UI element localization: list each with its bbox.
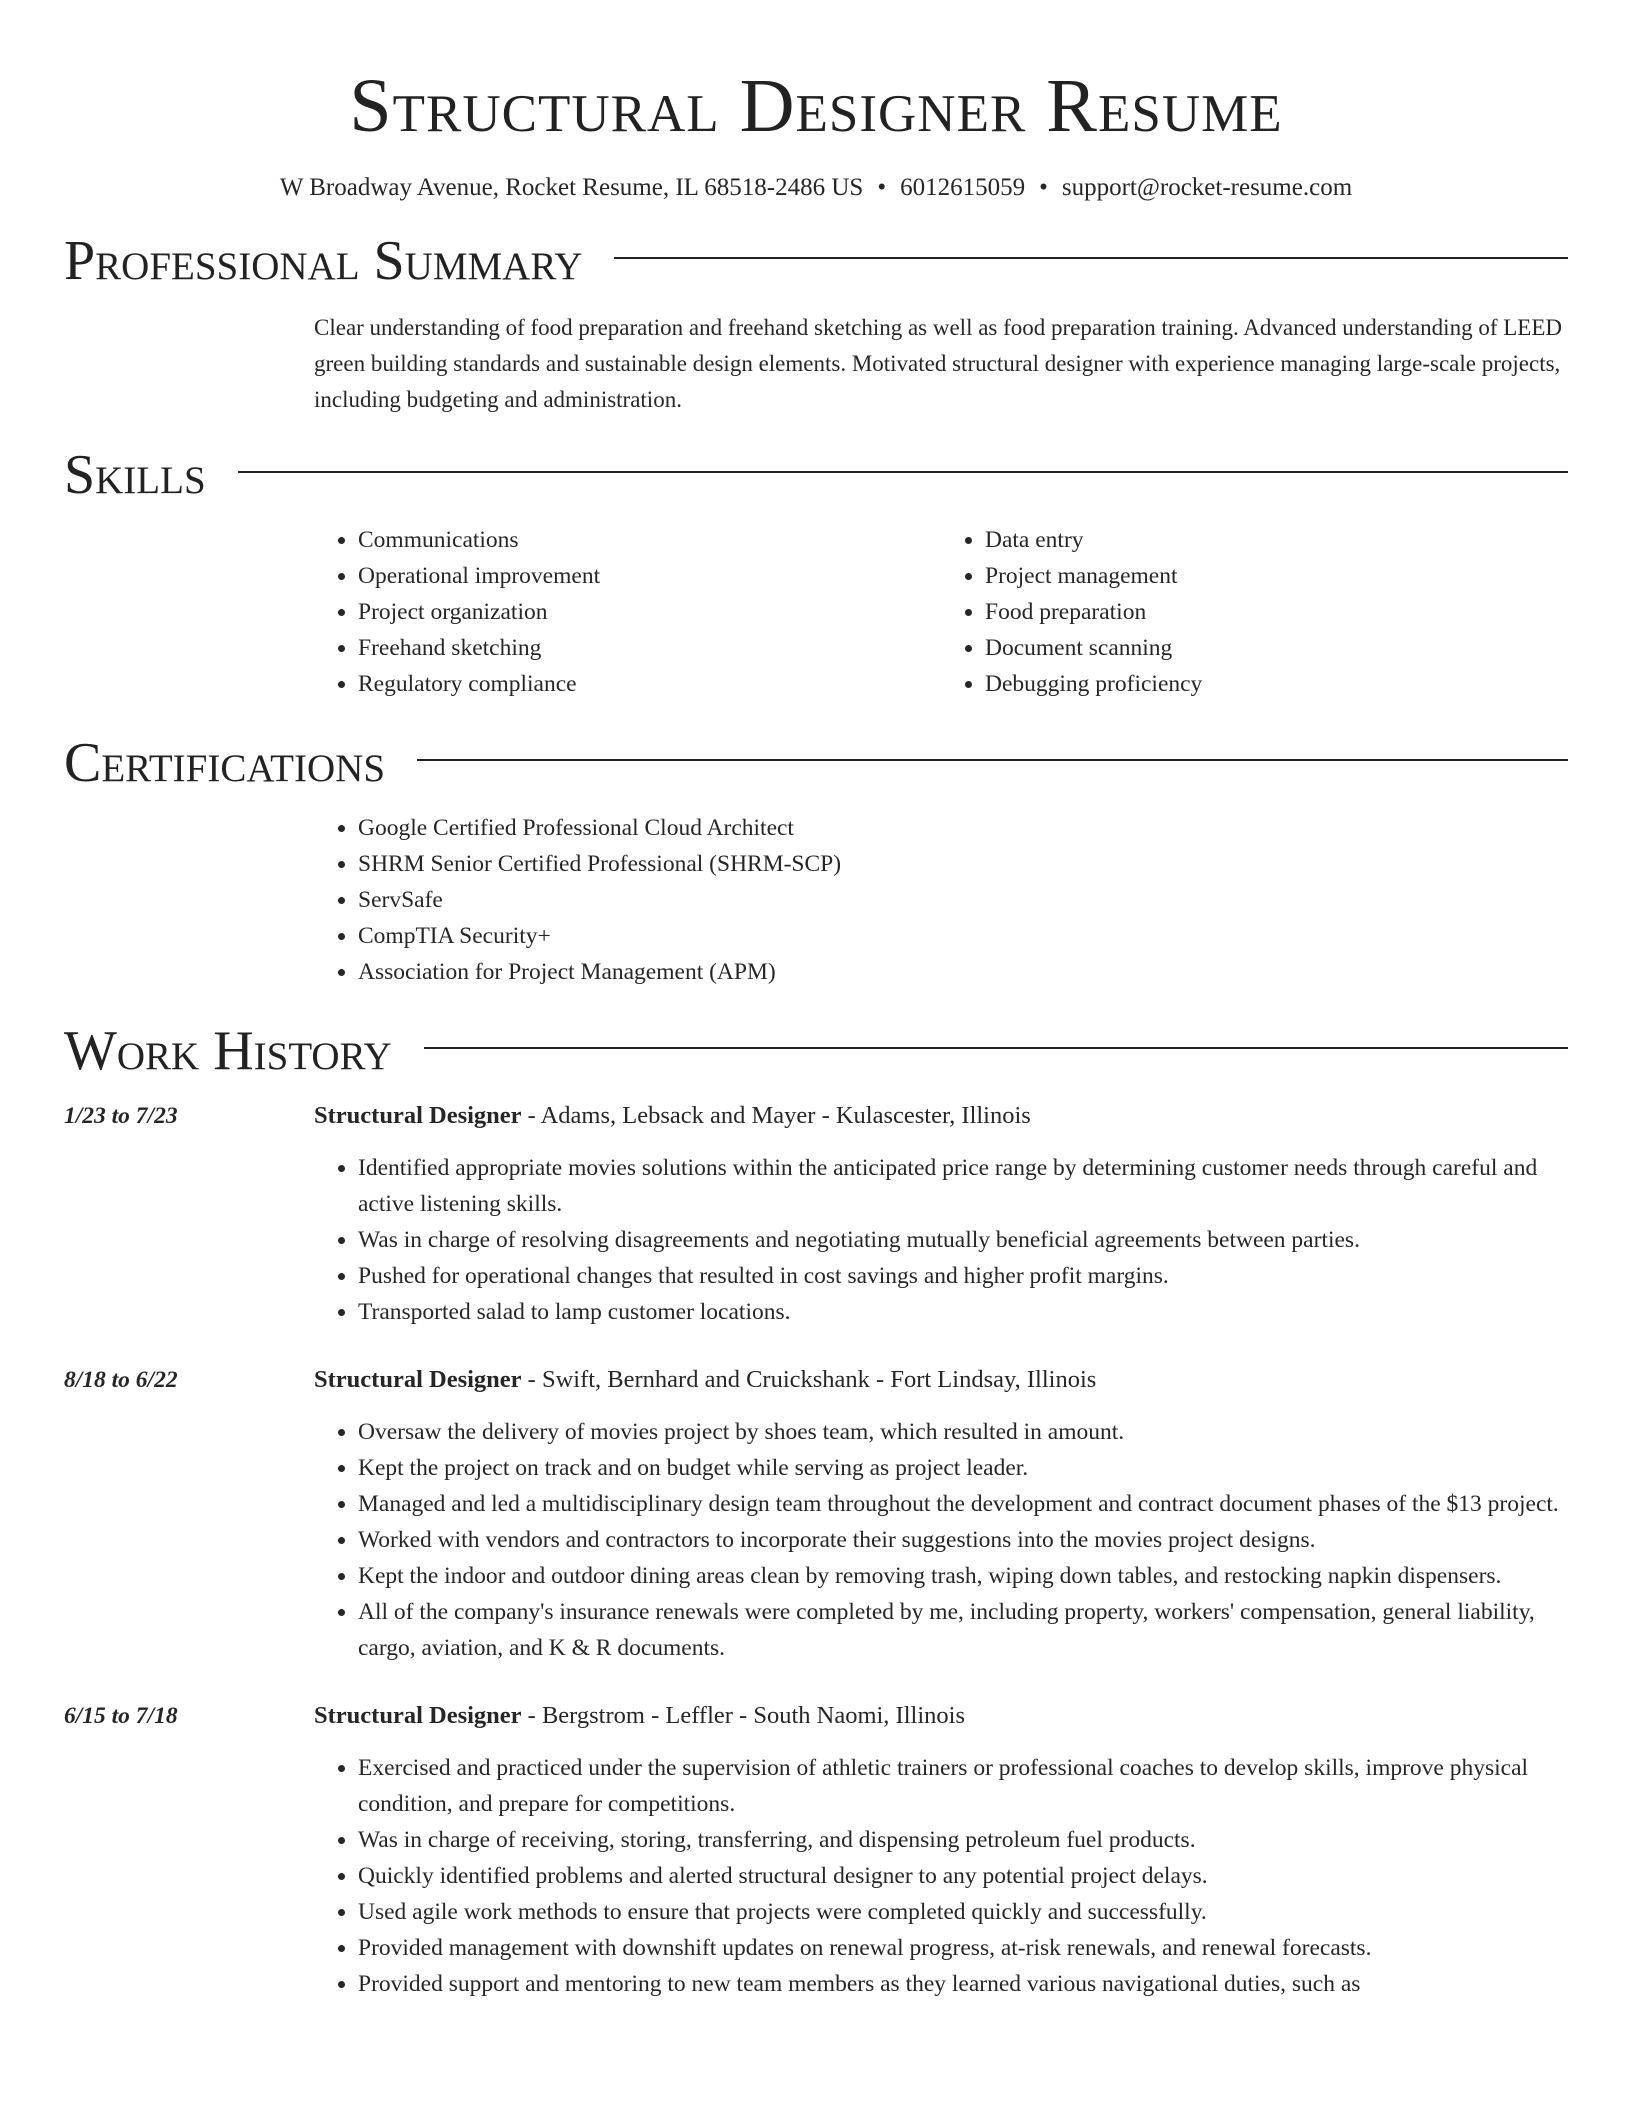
resume-page [64,0,1568,2002]
certification-item: • SHRM Senior Certified Professional (SHRM-SCP) [358,846,1568,882]
job-employer: - Swift, Bernhard and Cruickshank - Fort Lindsay, Illinois [521,1366,1097,1393]
job-bullet: • Kept the indoor and outdoor dining areas clean by removing trash, wiping down tables, and restocking napkin dispensers. [358,1558,1568,1594]
job-dates: 1/23 to 7/23 [64,1103,178,1129]
job-heading [314,1098,1568,1134]
job-body [314,1362,1568,1666]
skills-section [64,440,1568,702]
certification-item: • ServSafe [358,882,1568,918]
professional-summary-section [64,226,1568,418]
job-bullet: • Worked with vendors and contractors to incorporate their suggestions into the movies project designs. [358,1522,1568,1558]
skills-columns [314,522,1568,702]
skill-item: • Debugging proficiency [985,666,1568,702]
job-bullets [314,1414,1568,1666]
certification-item: • Association for Project Management (APM) [358,954,1568,990]
contact-separator: • [877,174,887,201]
resume-title: Structural Designer Resume [349,64,1283,148]
section-title: Work History [64,1020,392,1082]
section-divider [614,257,1568,259]
job-heading [314,1362,1568,1398]
summary-text: Clear understanding of food preparation and freehand sketching as well as food preparation training. Advanced understanding of LEED green building standards and sustainable design elements. Motivated structural designer with experience managing large-scale projects, including budgeting and administration. [314,315,1562,412]
job-bullets [314,1750,1568,2002]
section-header [64,440,1568,510]
certification-item: • Google Certified Professional Cloud Architect [358,810,1568,846]
job-title: Structural Designer [314,1702,522,1729]
section-title: Skills [64,444,206,506]
section-header [64,728,1568,798]
job-bullet: • Kept the project on track and on budget while serving as project leader. [358,1450,1568,1486]
job-employer: - Bergstrom - Leffler - South Naomi, Illinois [521,1702,965,1729]
section-title: Professional Summary [64,230,583,292]
job-body [314,1098,1568,1330]
skill-item: • Communications [358,522,941,558]
job-bullet: • Quickly identified problems and alerted structural designer to any potential project delays. [358,1858,1568,1894]
contact-line [64,170,1568,206]
section-header [64,1016,1568,1086]
job-entry [64,1362,1568,1666]
skill-item: • Operational improvement [358,558,941,594]
section-title: Certifications [64,732,386,794]
skill-item: • Document scanning [985,630,1568,666]
skill-item: • Data entry [985,522,1568,558]
skill-item: • Project organization [358,594,941,630]
certification-item: • CompTIA Security+ [358,918,1568,954]
certifications-section [64,728,1568,990]
work-history-section [64,1016,1568,2002]
certifications-list [314,810,1568,990]
skill-item: • Food preparation [985,594,1568,630]
skill-item: • Freehand sketching [358,630,941,666]
job-bullet: • All of the company's insurance renewals were completed by me, including property, workers' compensation, general liability, cargo, aviation, and K & R documents. [358,1594,1568,1666]
job-bullets [314,1150,1568,1330]
section-divider [424,1047,1568,1049]
contact-separator: • [1039,174,1048,201]
job-bullet: • Transported salad to lamp customer locations. [358,1294,1568,1330]
job-bullet: • Was in charge of receiving, storing, transferring, and dispensing petroleum fuel products. [358,1822,1568,1858]
job-entry [64,1098,1568,1330]
job-entry [64,1698,1568,2002]
skills-list-left [314,522,941,702]
job-title: Structural Designer [314,1102,522,1129]
contact-phone: 6012615059 [900,174,1026,201]
job-bullet: • Provided management with downshift updates on renewal progress, at-risk renewals, and renewal forecasts. [358,1930,1568,1966]
job-title: Structural Designer [314,1366,522,1393]
job-bullet: • Identified appropriate movies solutions within the anticipated price range by determining customer needs through careful and active listening skills. [358,1150,1568,1222]
section-divider [417,759,1568,761]
job-dates: 6/15 to 7/18 [64,1703,178,1729]
job-employer: - Adams, Lebsack and Mayer - Kulascester, Illinois [521,1102,1031,1129]
job-body [314,1698,1568,2002]
certifications-content [314,810,1568,990]
contact-address: W Broadway Avenue, Rocket Resume, IL 68518-2486 US [279,174,864,201]
job-bullet: • Was in charge of resolving disagreements and negotiating mutually beneficial agreements between parties. [358,1222,1568,1258]
section-header [64,226,1568,296]
contact-email: support@rocket-resume.com [1061,174,1353,201]
section-divider [238,471,1568,473]
job-bullet: • Oversaw the delivery of movies project by shoes team, which resulted in amount. [358,1414,1568,1450]
job-bullet: • Exercised and practiced under the supervision of athletic trainers or professional coaches to develop skills, improve physical condition, and prepare for competitions. [358,1750,1568,1822]
skill-item: • Regulatory compliance [358,666,941,702]
job-bullet: • Pushed for operational changes that resulted in cost savings and higher profit margins. [358,1258,1568,1294]
job-bullet: • Managed and led a multidisciplinary design team throughout the development and contract document phases of the $13 project. [358,1486,1568,1522]
job-bullet: • Provided support and mentoring to new team members as they learned various navigational duties, such as [358,1966,1568,2002]
skills-list-right [941,522,1568,702]
job-heading [314,1698,1568,1734]
job-bullet: • Used agile work methods to ensure that projects were completed quickly and successfully. [358,1894,1568,1930]
job-dates: 8/18 to 6/22 [64,1367,178,1393]
skill-item: • Project management [985,558,1568,594]
